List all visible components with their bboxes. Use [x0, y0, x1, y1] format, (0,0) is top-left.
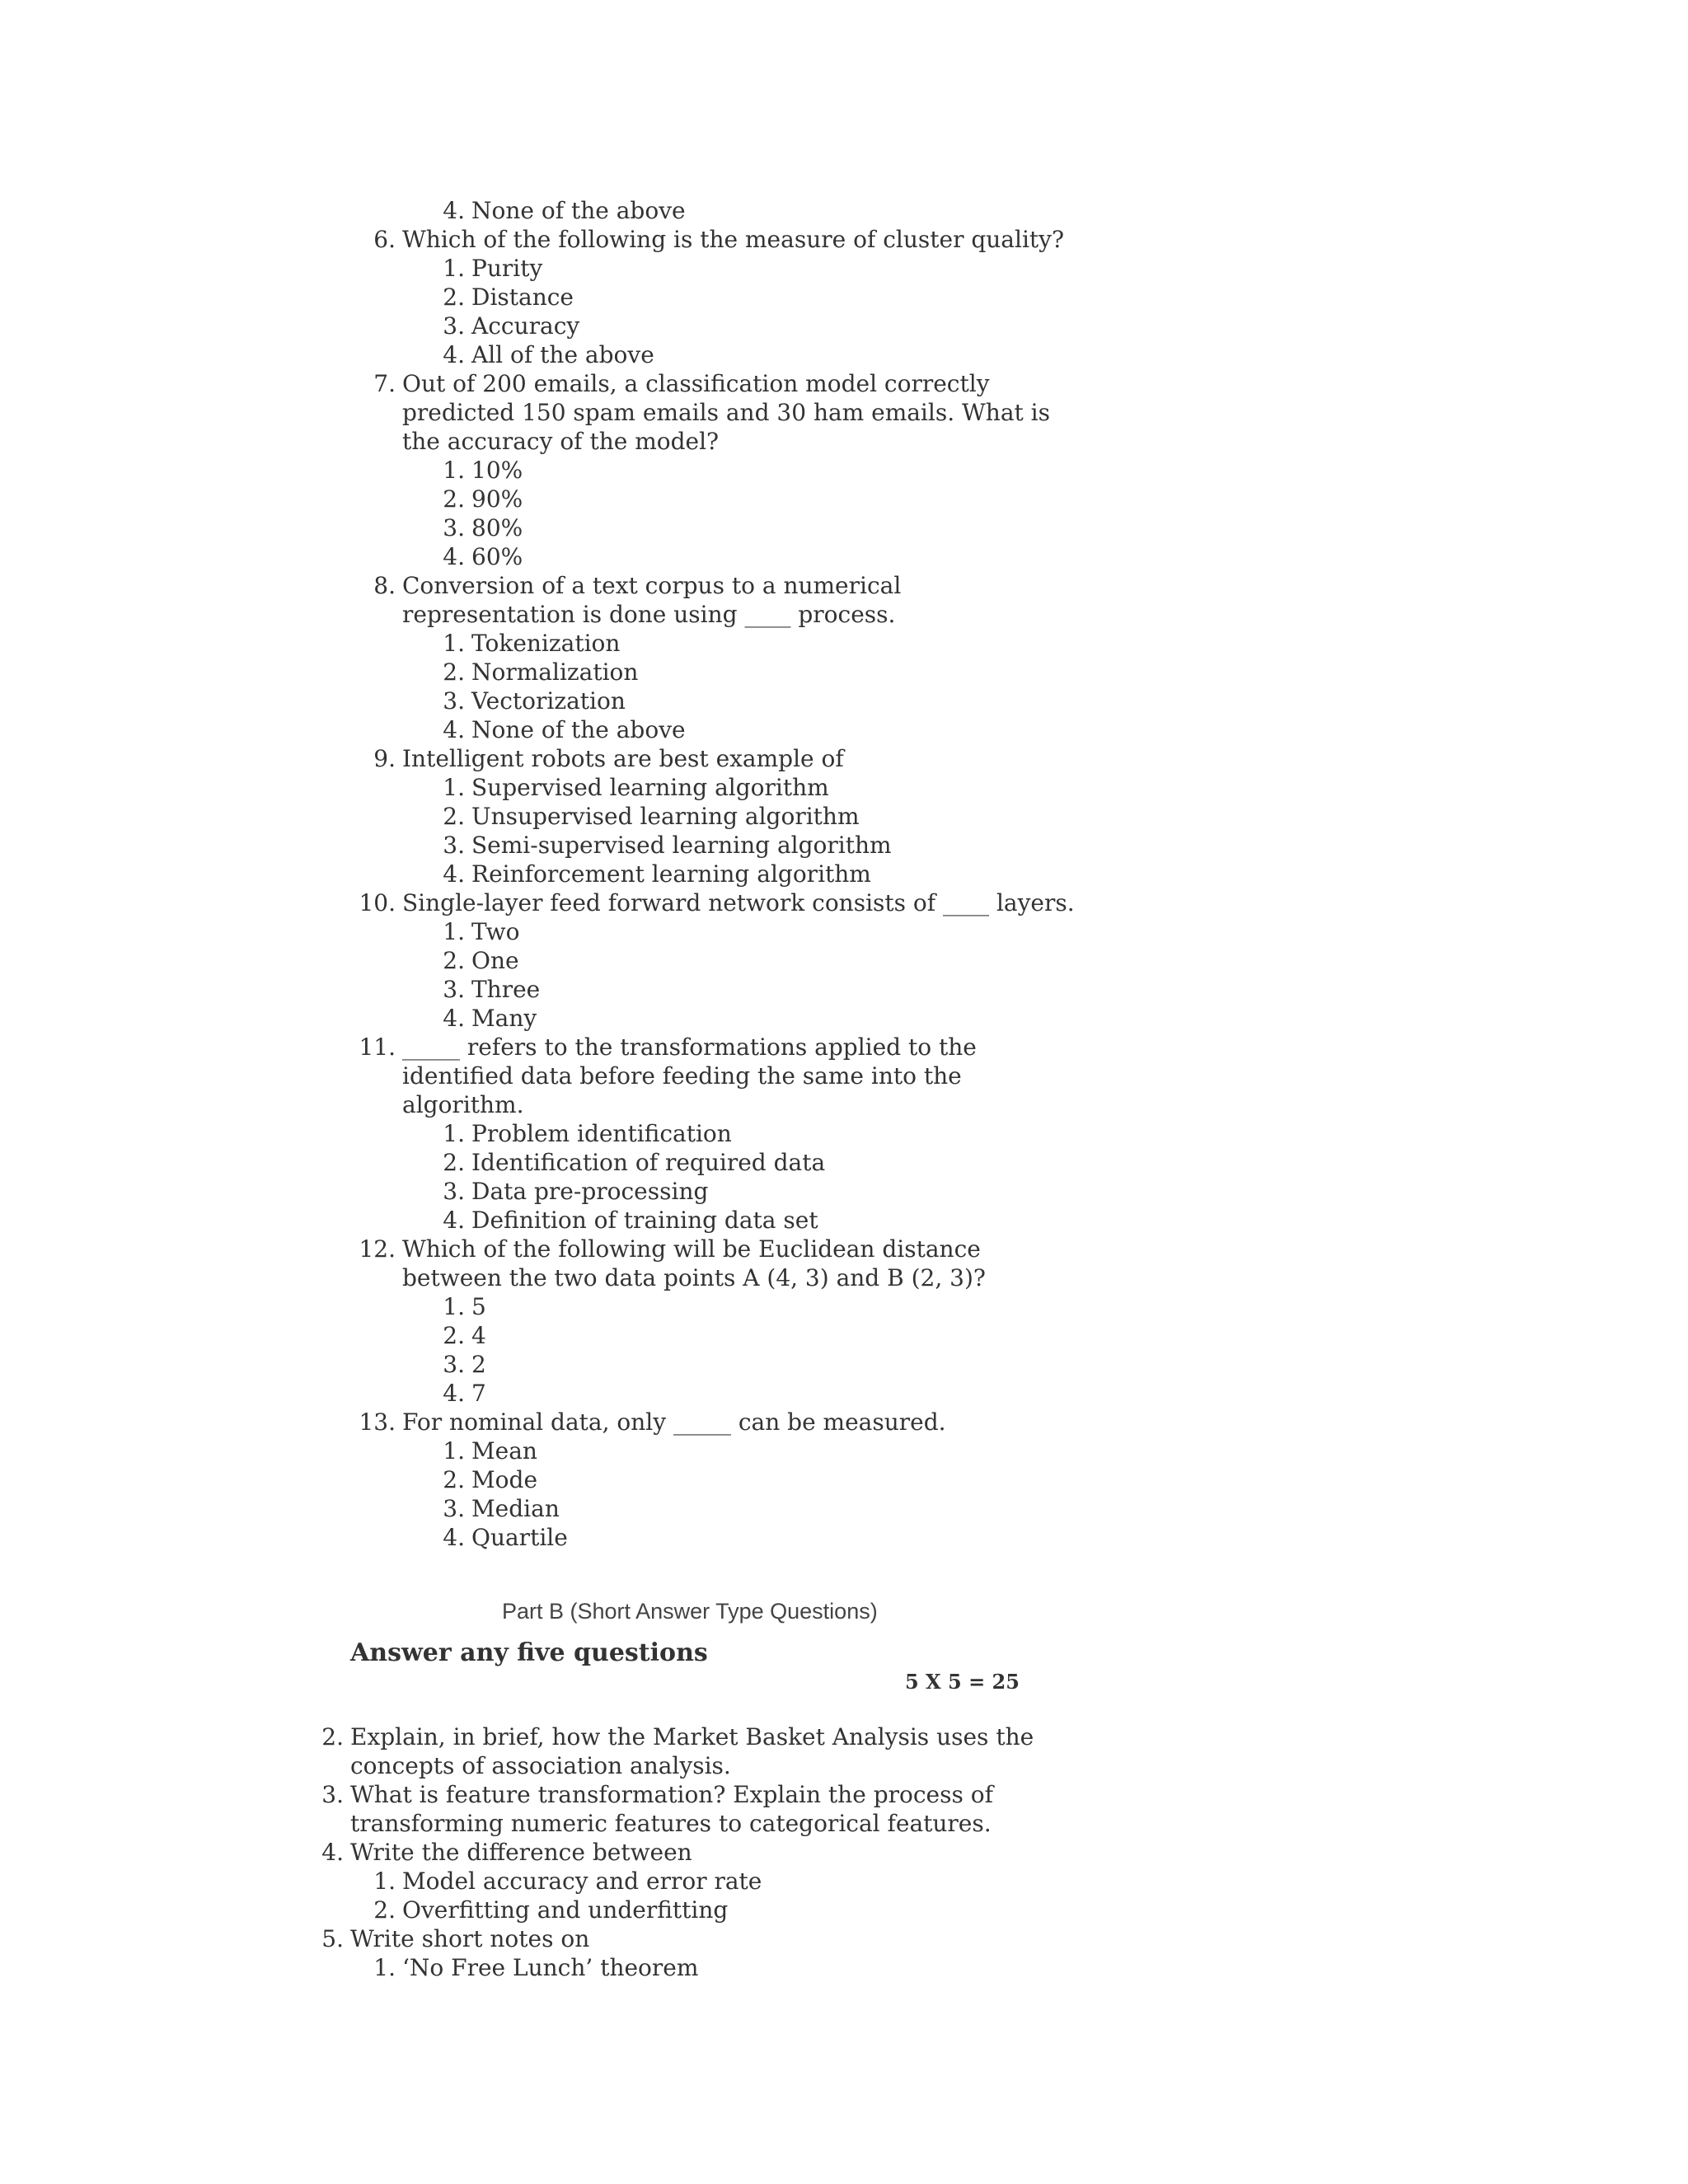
- option-line: [419, 687, 626, 715]
- question-6: [346, 225, 1064, 254]
- option-line: [419, 802, 860, 831]
- question-10: [346, 888, 1075, 917]
- question-text: Explain, in brief, how the Market Basket Analysis uses the: [350, 1723, 1034, 1750]
- option-number: 2.: [443, 658, 465, 686]
- option-text: 2: [471, 1351, 486, 1378]
- question-text-continuation: concepts of association analysis.: [350, 1752, 731, 1779]
- option-number: 3.: [443, 976, 465, 1003]
- option-number: 4.: [443, 543, 465, 570]
- question-text: For nominal data, only _____ can be measured.: [402, 1408, 946, 1436]
- option-text: All of the above: [471, 341, 654, 368]
- option-text: Normalization: [471, 658, 639, 686]
- option-line: [419, 629, 620, 658]
- question-text: Intelligent robots are best example of: [402, 745, 844, 772]
- option-number: 3.: [443, 1495, 465, 1522]
- sub-item-number: 2.: [373, 1896, 396, 1924]
- question-7: [346, 369, 990, 398]
- option-number: 4.: [443, 1207, 465, 1234]
- option-text: Quartile: [471, 1524, 568, 1551]
- option-text: None of the above: [471, 197, 686, 224]
- question-text-continuation: transforming numeric features to categorical features.: [350, 1810, 992, 1837]
- option-text: 90%: [471, 485, 523, 513]
- question-13: [346, 1408, 946, 1436]
- option-number: 2.: [443, 1149, 465, 1176]
- option-line: [419, 485, 523, 513]
- option-line: [419, 1148, 825, 1177]
- question-text-continuation: algorithm.: [402, 1091, 524, 1118]
- option-number: 4.: [443, 341, 465, 368]
- option-line: [419, 975, 540, 1004]
- option-text: Problem identification: [471, 1120, 732, 1147]
- option-line: [419, 1004, 537, 1033]
- option-line: [419, 456, 523, 485]
- option-number: 3.: [443, 514, 465, 541]
- question-text-continuation: predicted 150 spam emails and 30 ham emails. What is: [402, 399, 1050, 426]
- option-line: [419, 1292, 486, 1321]
- option-line: [419, 1119, 732, 1148]
- option-text: 5: [471, 1293, 486, 1320]
- part-b-title: Part B (Short Answer Type Questions): [502, 1599, 878, 1624]
- option-line: [419, 513, 523, 542]
- sub-item-number: 1.: [373, 1954, 396, 1981]
- part-b-question-3: [297, 1780, 993, 1809]
- question-text-continuation: representation is done using ____ process.: [402, 601, 896, 628]
- option-number: 1.: [443, 774, 465, 801]
- option-number: 4.: [443, 197, 465, 224]
- question-11: [346, 1033, 977, 1062]
- option-line: [419, 1379, 486, 1408]
- option-number: 3.: [443, 1178, 465, 1205]
- option-text: Data pre-processing: [471, 1178, 709, 1205]
- option-text: Mode: [471, 1466, 538, 1493]
- option-text: One: [471, 947, 519, 974]
- question-text: Write short notes on: [350, 1925, 590, 1952]
- question-number: 8.: [373, 572, 396, 599]
- question-text: Single-layer feed forward network consists of ____ layers.: [402, 889, 1075, 916]
- question-text: Write the difference between: [350, 1839, 692, 1866]
- option-text: 7: [471, 1380, 486, 1407]
- question-number: 12.: [359, 1235, 396, 1263]
- option-line: [419, 1350, 486, 1379]
- option-text: None of the above: [471, 716, 686, 743]
- option-text: Semi-supervised learning algorithm: [471, 832, 892, 859]
- option-line: [419, 340, 654, 369]
- question-text: _____ refers to the transformations applied to the: [402, 1033, 977, 1061]
- option-line: [419, 831, 892, 860]
- question-number: 5.: [321, 1925, 344, 1952]
- option-line: [419, 1206, 818, 1235]
- question-8: [346, 571, 901, 600]
- question-text: Which of the following will be Euclidean distance: [402, 1235, 981, 1263]
- option-text: Unsupervised learning algorithm: [471, 803, 860, 830]
- question-text-continuation: identified data before feeding the same into the: [402, 1062, 962, 1090]
- option-text: 10%: [471, 457, 523, 484]
- part-b-question-4: [297, 1838, 692, 1867]
- question-number: 7.: [373, 370, 396, 397]
- option-text: Supervised learning algorithm: [471, 774, 829, 801]
- option-text: Accuracy: [471, 312, 580, 340]
- option-number: 1.: [443, 1437, 465, 1465]
- option-number: 1.: [443, 255, 465, 282]
- option-text: 60%: [471, 543, 523, 570]
- option-number: 4.: [443, 1524, 465, 1551]
- sub-item-text: Overfitting and underfitting: [402, 1896, 729, 1924]
- option-text: Many: [471, 1005, 537, 1032]
- option-line: [419, 1321, 486, 1350]
- sub-item-line: [361, 1953, 698, 1982]
- question-number: 6.: [373, 226, 396, 253]
- option-line: [419, 715, 686, 744]
- sub-item-text: ‘No Free Lunch’ theorem: [402, 1954, 699, 1981]
- option-number: 4.: [443, 860, 465, 888]
- option-line: [419, 658, 638, 687]
- question-text: Conversion of a text corpus to a numerical: [402, 572, 902, 599]
- option-line: [419, 1523, 568, 1552]
- question-text: What is feature transformation? Explain the process of: [350, 1781, 993, 1808]
- sub-item-text: Model accuracy and error rate: [402, 1868, 762, 1895]
- part-b-question-5: [297, 1924, 589, 1953]
- question-number: 10.: [359, 889, 396, 916]
- option-number: 3.: [443, 1351, 465, 1378]
- sub-item-number: 1.: [373, 1868, 396, 1895]
- option-text: Three: [471, 976, 541, 1003]
- option-line: [419, 283, 574, 312]
- option-text: Definition of training data set: [471, 1207, 818, 1234]
- option-line: [419, 542, 523, 571]
- option-number: 4.: [443, 1380, 465, 1407]
- option-line: [419, 1494, 560, 1523]
- option-number: 4.: [443, 716, 465, 743]
- option-number: 2.: [443, 284, 465, 311]
- question-number: 2.: [321, 1723, 344, 1750]
- option-line: [419, 196, 686, 225]
- option-text: Identification of required data: [471, 1149, 826, 1176]
- marks-scheme: 5 X 5 = 25: [905, 1670, 1020, 1694]
- option-line: [419, 1436, 537, 1465]
- question-9: [346, 744, 844, 773]
- option-number: 1.: [443, 1293, 465, 1320]
- question-number: 3.: [321, 1781, 344, 1808]
- sub-item-line: [361, 1867, 762, 1896]
- option-number: 2.: [443, 1322, 465, 1349]
- option-text: Purity: [471, 255, 543, 282]
- option-number: 2.: [443, 1466, 465, 1493]
- option-number: 1.: [443, 1120, 465, 1147]
- option-text: 4: [471, 1322, 486, 1349]
- question-text-continuation: the accuracy of the model?: [402, 428, 720, 455]
- option-text: Two: [471, 918, 520, 945]
- question-number: 11.: [359, 1033, 396, 1061]
- instruction-heading: Answer any five questions: [350, 1638, 708, 1667]
- option-line: [419, 773, 829, 802]
- option-text: Distance: [471, 284, 574, 311]
- option-number: 2.: [443, 803, 465, 830]
- option-line: [419, 860, 871, 888]
- question-number: 4.: [321, 1839, 344, 1866]
- option-number: 4.: [443, 1005, 465, 1032]
- part-b-question-2: [297, 1722, 1034, 1751]
- option-number: 2.: [443, 947, 465, 974]
- question-number: 13.: [359, 1408, 396, 1436]
- option-number: 3.: [443, 832, 465, 859]
- option-text: Reinforcement learning algorithm: [471, 860, 871, 888]
- option-line: [419, 946, 519, 975]
- question-text: Out of 200 emails, a classification model correctly: [402, 370, 990, 397]
- sub-item-line: [361, 1896, 728, 1924]
- option-line: [419, 1177, 708, 1206]
- question-text: Which of the following is the measure of cluster quality?: [402, 226, 1064, 253]
- option-line: [419, 917, 520, 946]
- option-text: Median: [471, 1495, 560, 1522]
- option-number: 1.: [443, 918, 465, 945]
- option-text: Vectorization: [471, 687, 626, 715]
- option-number: 3.: [443, 312, 465, 340]
- option-number: 1.: [443, 457, 465, 484]
- option-number: 2.: [443, 485, 465, 513]
- option-line: [419, 1465, 537, 1494]
- question-12: [346, 1235, 981, 1263]
- option-text: 80%: [471, 514, 523, 541]
- option-number: 1.: [443, 630, 465, 657]
- question-number: 9.: [373, 745, 396, 772]
- option-line: [419, 254, 542, 283]
- option-text: Tokenization: [471, 630, 621, 657]
- option-line: [419, 312, 579, 340]
- option-number: 3.: [443, 687, 465, 715]
- question-text-continuation: between the two data points A (4, 3) and B (2, 3)?: [402, 1264, 986, 1291]
- option-text: Mean: [471, 1437, 537, 1465]
